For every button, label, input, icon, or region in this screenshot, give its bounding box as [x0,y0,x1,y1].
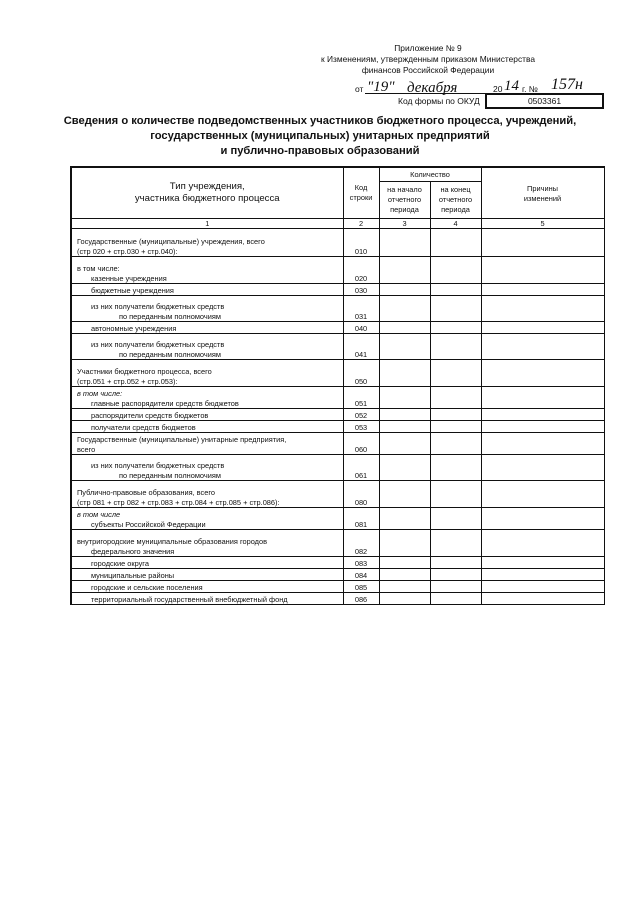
form-title-line-3: и публично-правовых образований [220,145,420,157]
form-title-line-1: Сведения о количестве подведомственных участников бюджетного процесса, учреждений, [63,115,577,127]
row-name-line: в том числе: [77,264,120,273]
row-code: 053 [343,421,379,433]
okud-code-box: 0503361 [485,93,604,109]
column-number: 4 [430,218,481,229]
row-name-line: городские и сельские поселения [91,582,203,592]
row-code: 080 [343,481,379,508]
row-name [71,433,343,455]
start-value-cell[interactable] [379,360,430,387]
table-row [71,296,604,322]
attachment-ministry-line: финансов Российской Федерации [361,65,495,75]
row-code: 082 [343,530,379,557]
start-value-cell[interactable] [379,481,430,508]
header-quantity: Количество [379,167,481,181]
row-name-line: из них получатели бюджетных средств [91,340,225,349]
end-value-cell[interactable] [430,481,481,508]
end-value-cell[interactable] [430,322,481,334]
row-name-line: муниципальные районы [91,570,175,580]
row-code: 086 [343,593,379,605]
end-value-cell[interactable] [430,433,481,455]
start-value-cell[interactable] [379,322,430,334]
row-code: 031 [343,296,379,322]
end-value-cell[interactable] [430,360,481,387]
row-name-line: в том числе [77,510,121,519]
reasons-cell[interactable] [481,481,604,508]
from-label: от [355,84,364,94]
end-value-cell[interactable] [430,284,481,296]
start-value-cell[interactable] [379,421,430,433]
start-value-cell[interactable] [379,409,430,421]
row-name [71,569,343,581]
end-value-cell[interactable] [430,334,481,360]
row-name-line: казенные учреждения [91,273,167,283]
header-period-end: на конец отчетного периода [430,181,481,218]
header-period-start: на начало отчетного периода [379,181,430,218]
end-value-cell[interactable] [430,593,481,605]
row-name [71,296,343,322]
reasons-cell[interactable] [481,569,604,581]
table-row [71,530,604,557]
row-name-line: городские округа [91,558,149,568]
row-code: 020 [343,257,379,284]
reasons-cell[interactable] [481,257,604,284]
reasons-cell[interactable] [481,508,604,530]
row-name [71,229,343,257]
row-name [71,481,343,508]
row-name [71,557,343,569]
attachment-title: Приложение № 9 [394,43,462,53]
row-code: 083 [343,557,379,569]
start-value-cell[interactable] [379,257,430,284]
attachment-order-line: к Изменениям, утвержденным приказом Министерства [320,54,535,64]
row-name-line: (стр 020 + стр.030 + стр.040): [77,246,178,256]
row-name [71,409,343,421]
row-name-line: в том числе: [77,389,123,398]
order-day: "19" [367,79,395,95]
header-type: Тип учреждения, участника бюджетного процесса [71,167,343,218]
start-value-cell[interactable] [379,387,430,409]
start-value-cell[interactable] [379,593,430,605]
table-row [71,581,604,593]
table-row [71,229,604,257]
row-name [71,334,343,360]
row-name-line: распорядители средств бюджетов [91,410,209,420]
end-value-cell[interactable] [430,557,481,569]
row-name-line: главные распорядители средств бюджетов [91,398,239,408]
start-value-cell[interactable] [379,557,430,569]
reasons-cell[interactable] [481,421,604,433]
row-name [71,322,343,334]
row-name-line: субъекты Российской Федерации [91,519,206,529]
end-value-cell[interactable] [430,581,481,593]
row-code: 060 [343,433,379,455]
start-value-cell[interactable] [379,334,430,360]
row-name-line: из них получатели бюджетных средств [91,461,225,470]
row-name [71,360,343,387]
reasons-cell[interactable] [481,322,604,334]
table-row [71,481,604,508]
row-code: 051 [343,387,379,409]
reasons-cell[interactable] [481,455,604,481]
column-numbers-row [71,218,604,229]
start-value-cell[interactable] [379,508,430,530]
row-name-line: территориальный государственный внебюджетный фонд [91,594,288,604]
end-value-cell[interactable] [430,530,481,557]
row-code: 084 [343,569,379,581]
row-name [71,530,343,557]
row-name [71,581,343,593]
row-name [71,284,343,296]
column-number: 1 [71,218,343,229]
row-name [71,593,343,605]
reasons-cell[interactable] [481,593,604,605]
okud-label: Код формы по ОКУД [398,96,480,106]
institutions-table [70,166,605,605]
row-code: 010 [343,229,379,257]
row-code: 040 [343,322,379,334]
end-value-cell[interactable] [430,421,481,433]
table-row [71,455,604,481]
row-name-line: всего [77,444,96,454]
table-row [71,421,604,433]
start-value-cell[interactable] [379,229,430,257]
row-code: 050 [343,360,379,387]
column-number: 2 [343,218,379,229]
row-name-line: бюджетные учреждения [91,285,174,295]
reasons-cell[interactable] [481,557,604,569]
row-name [71,387,343,409]
end-value-cell[interactable] [430,569,481,581]
reasons-cell[interactable] [481,229,604,257]
start-value-cell[interactable] [379,569,430,581]
table-row [71,387,604,409]
reasons-cell[interactable] [481,530,604,557]
row-name-line: внутригородские муниципальные образования городов [77,537,267,546]
end-value-cell[interactable] [430,387,481,409]
row-name-line: федерального значения [91,546,175,556]
row-code: 085 [343,581,379,593]
row-name-line: по переданным полномочиям [119,311,221,321]
table-row [71,433,604,455]
table-row [71,334,604,360]
order-number-label: г. № [522,84,538,94]
reasons-cell[interactable] [481,409,604,421]
reasons-cell[interactable] [481,433,604,455]
table-row [71,257,604,284]
table-row [71,360,604,387]
reasons-cell[interactable] [481,334,604,360]
table-row [71,508,604,530]
reasons-cell[interactable] [481,581,604,593]
reasons-cell[interactable] [481,296,604,322]
reasons-cell[interactable] [481,387,604,409]
row-name-line: Публично-правовые образования, всего [77,488,215,497]
row-code: 041 [343,334,379,360]
row-code: 030 [343,284,379,296]
end-value-cell[interactable] [430,257,481,284]
start-value-cell[interactable] [379,296,430,322]
end-value-cell[interactable] [430,229,481,257]
column-number: 3 [379,218,430,229]
row-name-line: Государственные (муниципальные) унитарные предприятия, [77,435,287,444]
attachment-block [313,43,543,76]
reasons-cell[interactable] [481,360,604,387]
row-name-line: получатели средств бюджетов [91,422,196,432]
order-month: декабря [407,80,458,96]
row-code: 061 [343,455,379,481]
header-code: Код строки [343,167,379,218]
row-name [71,257,343,284]
order-year-prefix: 20 [493,84,503,94]
start-value-cell[interactable] [379,455,430,481]
end-value-cell[interactable] [430,296,481,322]
row-name [71,508,343,530]
table-row [71,409,604,421]
row-name [71,421,343,433]
table-row [71,322,604,334]
end-value-cell[interactable] [430,508,481,530]
start-value-cell[interactable] [379,284,430,296]
row-code: 052 [343,409,379,421]
start-value-cell[interactable] [379,581,430,593]
table-row [71,593,604,605]
header-reasons: Причины изменений [481,167,604,218]
reasons-cell[interactable] [481,284,604,296]
start-value-cell[interactable] [379,530,430,557]
table-row [71,569,604,581]
end-value-cell[interactable] [430,455,481,481]
row-name-line: Участники бюджетного процесса, всего [77,367,212,376]
row-name-line: из них получатели бюджетных средств [91,302,225,311]
form-title-line-2: государственных (муниципальных) унитарных предприятий [150,130,490,142]
order-year-suffix: 14 [504,78,519,94]
order-number: 157н [551,76,583,93]
row-name-line: по переданным полномочиям [119,349,221,359]
row-name-line: (стр 081 + стр 082 + стр.083 + стр.084 + стр.085 + стр.086): [77,497,280,507]
end-value-cell[interactable] [430,409,481,421]
column-number: 5 [481,218,604,229]
form-title [60,114,580,159]
row-name [71,455,343,481]
row-name-line: автономные учреждения [91,323,177,333]
row-name-line: по переданным полномочиям [119,470,221,480]
table-row [71,557,604,569]
row-code: 081 [343,508,379,530]
start-value-cell[interactable] [379,433,430,455]
row-name-line: (стр.051 + стр.052 + стр.053): [77,376,178,386]
table-row [71,284,604,296]
row-name-line: Государственные (муниципальные) учреждения, всего [77,237,265,246]
